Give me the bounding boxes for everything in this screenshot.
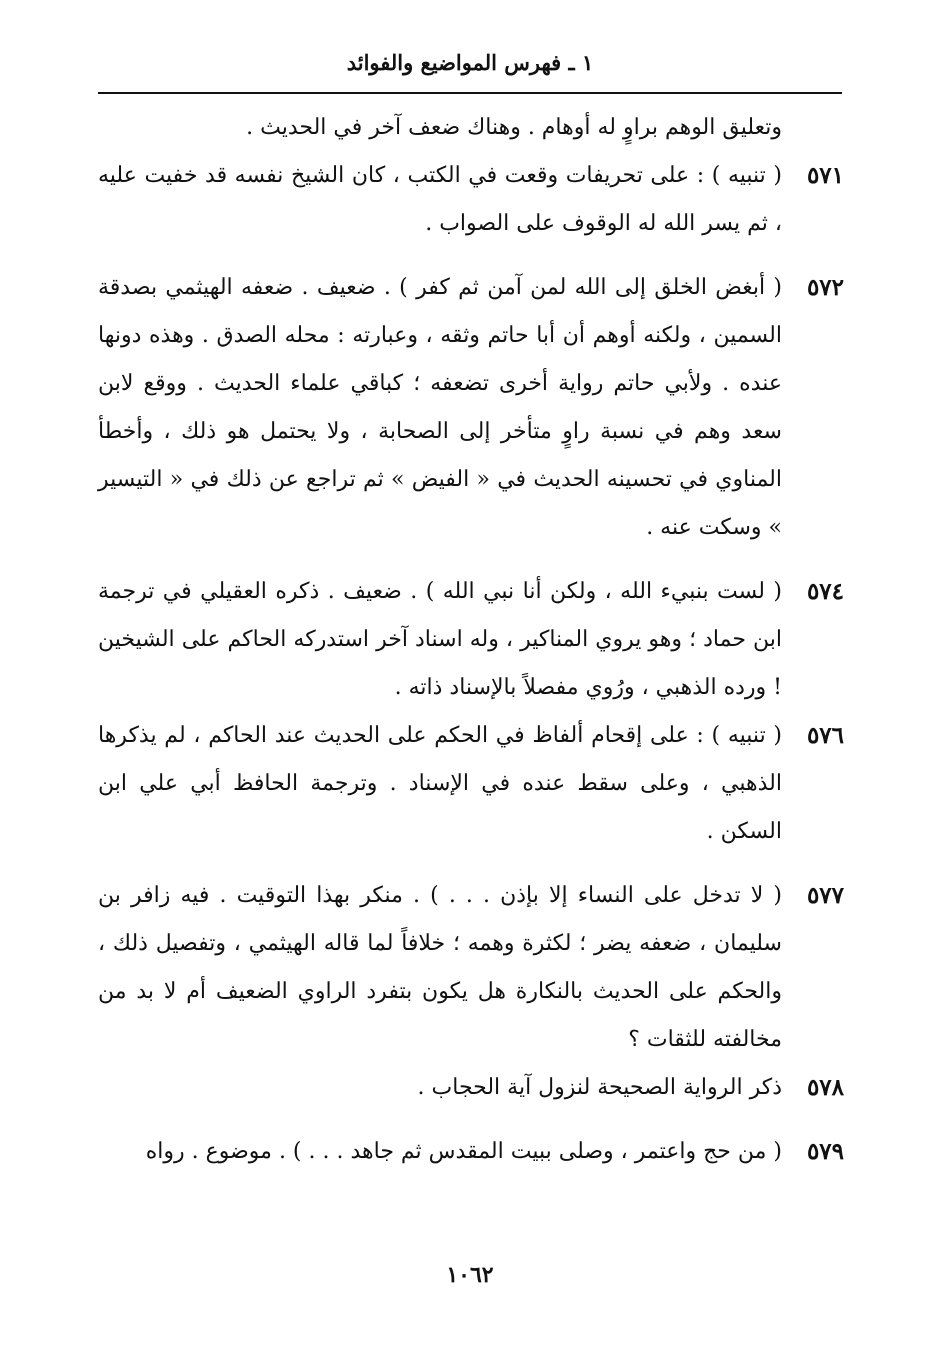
- entry-number: ٥٧١: [806, 162, 844, 189]
- entry-number: ٥٧٢: [806, 274, 844, 301]
- header-divider: [98, 92, 842, 94]
- index-entry-574: [98, 568, 844, 712]
- entry-number: ٥٧٤: [806, 578, 844, 605]
- entry-text: ( تنبيه ) : على تحريفات وقعت في الكتب ، كان الشيخ نفسه قد خفيت عليه ، ثم يسر الله له الوقوف على الصواب .: [98, 163, 782, 236]
- index-entries: [98, 104, 844, 1176]
- entry-text: ( أبغض الخلق إلى الله لمن آمن ثم كفر ) . ضعيف . ضعفه الهيثمي بصدقة السمين ، ولكنه أوهم أن أبا حاتم وثقه ، وعبارته : محله الصدق . وهذه دونها عنده . ولأبي حاتم رواية أخرى تضعفه ؛ كباقي علماء الحديث . ووقع لابن سعد وهم في نسبة راوٍ متأخر إلى الصحابة ، ولا يحتمل هو ذلك ، وأخطأ المناوي في تحسينه الحديث في « الفيض » ثم تراجع عن ذلك في « التيسير » وسكت عنه .: [98, 275, 782, 540]
- entry-text: ( لا تدخل على النساء إلا بإذن . . . ) . منكر بهذا التوقيت . فيه زافر بن سليمان ، ضعفه يضر ؛ لكثرة وهمه ؛ خلافاً لما قاله الهيثمي ، وتفصيل ذلك ، والحكم على الحديث بالنكارة هل يكون بتفرد الراوي الضعيف أم لا بد من مخالفته للثقات ؟: [98, 883, 782, 1052]
- index-entry-571: [98, 152, 844, 248]
- entry-text: ( لست بنبيء الله ، ولكن أنا نبي الله ) . ضعيف . ذكره العقيلي في ترجمة ابن حماد ؛ وهو يروي المناكير ، وله اسناد آخر استدركه الحاكم على الشيخين ! ورده الذهبي ، ورُوي مفصلاً بالإسناد ذاته .: [98, 579, 782, 700]
- index-entry-continued: [98, 104, 844, 152]
- running-header: ١ ـ فهرس المواضيع والفوائد: [346, 50, 594, 75]
- entry-number: ٥٧٩: [806, 1138, 844, 1165]
- index-entry-577: [98, 872, 844, 1064]
- entry-text: ذكر الرواية الصحيحة لنزول آية الحجاب .: [417, 1075, 782, 1100]
- index-entry-578: [98, 1064, 844, 1112]
- entry-text: ( تنبيه ) : على إقحام ألفاظ في الحكم على الحديث عند الحاكم ، لم يذكرها الذهبي ، وعلى سقط عنده في الإسناد . وترجمة الحافظ أبي علي ابن السكن .: [98, 723, 782, 844]
- entry-text: ( من حج واعتمر ، وصلى ببيت المقدس ثم جاهد . . . ) . موضوع . رواه: [145, 1139, 782, 1164]
- index-entry-579: [98, 1128, 844, 1176]
- entry-number: ٥٧٦: [806, 722, 844, 749]
- index-entry-572: [98, 264, 844, 552]
- entry-number: ٥٧٧: [806, 882, 844, 909]
- entry-text: وتعليق الوهم براوٍ له أوهام . وهناك ضعف آخر في الحديث .: [246, 115, 782, 140]
- entry-number: ٥٧٨: [806, 1074, 844, 1101]
- page-number: ١٠٦٢: [446, 1262, 494, 1288]
- index-entry-576: [98, 712, 844, 856]
